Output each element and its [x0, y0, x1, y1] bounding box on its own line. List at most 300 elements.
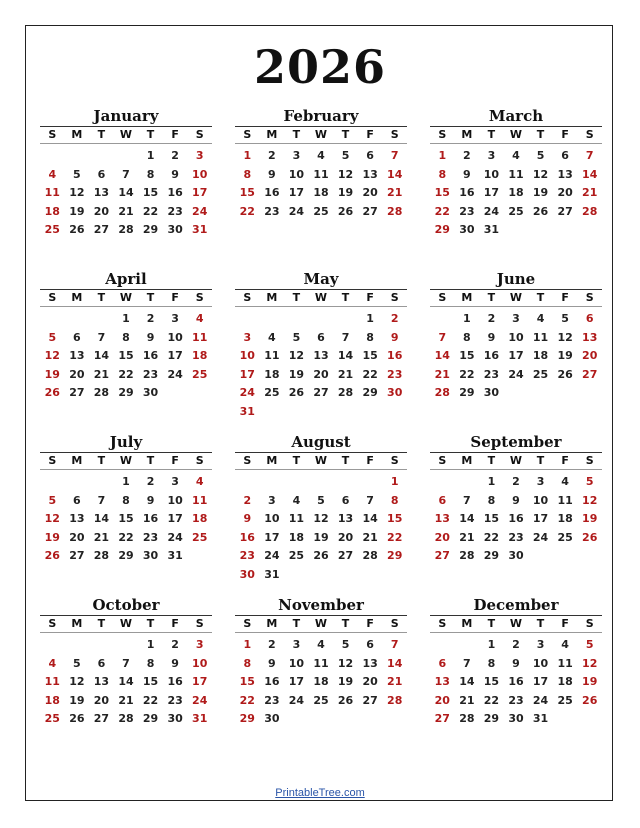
day-grid [40, 147, 212, 240]
weekday-label: W [314, 617, 328, 630]
day-cell: 17 [483, 186, 500, 200]
day-cell: 27 [434, 549, 450, 563]
weekday-label: F [366, 617, 374, 630]
weekday-label: F [561, 617, 569, 630]
day-cell: 26 [337, 204, 354, 218]
weekday-label: M [71, 454, 83, 467]
empty-day-cell [235, 473, 260, 492]
day-cell: 28 [459, 712, 475, 726]
day-cell: 1 [487, 638, 496, 651]
day-cell: 17 [532, 512, 549, 526]
day-cell: 5 [73, 167, 81, 181]
empty-day-cell [284, 310, 309, 329]
day-cell: 16 [508, 675, 524, 689]
day-cell: 15 [142, 675, 159, 689]
day-cell: 18 [313, 675, 329, 689]
day-cell: 11 [557, 493, 573, 507]
weekday-label: S [438, 291, 447, 304]
day-cell: 27 [434, 712, 450, 726]
day-cell: 13 [313, 349, 329, 363]
empty-day-cell [89, 310, 114, 329]
day-cell: 7 [122, 656, 130, 670]
day-cell: 31 [239, 404, 255, 418]
day-cell: 4 [536, 312, 545, 325]
day-cell: 21 [118, 204, 134, 218]
day-cell: 16 [239, 530, 255, 544]
weekday-label: T [341, 617, 350, 630]
day-cell: 18 [192, 512, 208, 526]
day-cell: 2 [268, 638, 276, 651]
empty-day-cell [65, 473, 90, 492]
day-cell: 25 [557, 530, 573, 544]
day-cell: 10 [508, 330, 524, 344]
day-cell: 26 [582, 693, 598, 707]
day-cell: 10 [483, 167, 500, 181]
weekday-label: M [71, 291, 83, 304]
empty-day-cell [309, 310, 334, 329]
weekday-label: S [195, 454, 204, 467]
month-march [430, 106, 602, 240]
day-cell: 13 [582, 330, 598, 344]
day-cell: 5 [561, 312, 569, 325]
day-cell: 25 [192, 530, 208, 544]
day-cell: 25 [44, 712, 60, 726]
day-cell: 3 [268, 493, 276, 507]
day-cell: 19 [532, 186, 549, 200]
day-cell: 18 [557, 512, 573, 526]
day-cell: 8 [366, 330, 374, 344]
day-cell: 10 [239, 349, 255, 363]
day-cell: 14 [93, 512, 110, 526]
day-cell: 12 [44, 512, 60, 526]
day-cell: 15 [142, 186, 159, 200]
weekday-header [40, 452, 212, 470]
day-cell: 13 [69, 512, 85, 526]
day-cell: 20 [362, 675, 378, 689]
weekday-label: M [266, 128, 278, 141]
day-cell: 12 [557, 330, 573, 344]
weekday-label: T [146, 454, 155, 467]
day-grid [40, 636, 212, 729]
day-cell: 21 [459, 530, 475, 544]
day-cell: 11 [288, 512, 305, 526]
day-cell: 6 [73, 493, 81, 507]
day-cell: 14 [93, 349, 110, 363]
day-cell: 26 [582, 530, 598, 544]
day-cell: 27 [93, 223, 110, 237]
weekday-label: T [536, 128, 545, 141]
empty-day-cell [430, 473, 455, 492]
day-cell: 13 [434, 675, 450, 689]
day-cell: 15 [434, 186, 450, 200]
day-cell: 9 [146, 493, 155, 507]
day-cell: 10 [288, 656, 305, 670]
day-cell: 2 [512, 638, 520, 651]
day-cell: 9 [171, 167, 179, 181]
weekday-label: T [292, 128, 301, 141]
day-cell: 15 [459, 349, 475, 363]
weekday-label: W [119, 291, 133, 304]
month-name: April [105, 270, 147, 288]
day-cell: 9 [146, 330, 155, 344]
weekday-label: T [292, 454, 301, 467]
day-cell: 18 [264, 367, 280, 381]
day-cell: 8 [487, 656, 496, 670]
weekday-label: W [509, 128, 523, 141]
day-cell: 21 [362, 530, 378, 544]
weekday-label: M [461, 454, 473, 467]
day-cell: 16 [264, 675, 280, 689]
day-cell: 5 [73, 656, 81, 670]
day-cell: 4 [195, 475, 204, 488]
day-cell: 22 [118, 367, 134, 381]
day-cell: 5 [48, 493, 57, 507]
day-cell: 27 [69, 549, 85, 563]
day-grid [430, 473, 602, 566]
day-cell: 7 [585, 149, 594, 162]
day-cell: 13 [434, 512, 450, 526]
day-cell: 20 [69, 367, 85, 381]
weekday-label: T [97, 291, 106, 304]
day-cell: 12 [288, 349, 305, 363]
day-cell: 10 [532, 656, 549, 670]
empty-day-cell [40, 636, 65, 655]
day-cell: 18 [288, 530, 305, 544]
empty-day-cell [309, 473, 334, 492]
day-cell: 14 [387, 167, 403, 181]
day-cell: 11 [264, 349, 280, 363]
day-cell: 28 [362, 549, 378, 563]
weekday-label: W [509, 291, 523, 304]
day-cell: 18 [44, 204, 60, 218]
day-cell: 7 [122, 167, 130, 181]
day-cell: 12 [313, 512, 329, 526]
weekday-label: S [243, 454, 252, 467]
weekday-label: W [119, 454, 133, 467]
weekday-label: T [341, 291, 350, 304]
weekday-label: T [146, 617, 155, 630]
day-cell: 26 [44, 386, 60, 400]
weekday-header [235, 615, 407, 633]
day-cell: 31 [483, 223, 500, 237]
weekday-label: F [366, 291, 374, 304]
day-cell: 28 [337, 386, 354, 400]
day-cell: 22 [483, 530, 500, 544]
day-cell: 28 [459, 549, 475, 563]
day-cell: 26 [532, 204, 549, 218]
day-cell: 19 [69, 693, 85, 707]
day-cell: 20 [69, 530, 85, 544]
day-cell: 30 [239, 567, 255, 581]
empty-day-cell [114, 636, 139, 655]
weekday-header [40, 126, 212, 144]
day-cell: 27 [93, 712, 110, 726]
printabletree-link[interactable]: PrintableTree.com [275, 787, 365, 799]
weekday-label: T [487, 454, 496, 467]
weekday-label: T [292, 617, 301, 630]
day-cell: 12 [337, 656, 354, 670]
months-grid [40, 106, 602, 746]
day-cell: 14 [387, 656, 403, 670]
day-cell: 4 [317, 149, 325, 162]
day-cell: 18 [532, 349, 549, 363]
day-cell: 17 [288, 186, 305, 200]
day-cell: 2 [243, 493, 252, 507]
day-cell: 1 [438, 149, 447, 162]
weekday-label: T [536, 454, 545, 467]
weekday-label: S [438, 128, 447, 141]
day-cell: 8 [243, 167, 252, 181]
day-cell: 30 [264, 712, 280, 726]
day-cell: 7 [341, 330, 350, 344]
day-cell: 18 [44, 693, 60, 707]
weekday-label: S [438, 617, 447, 630]
day-cell: 7 [366, 493, 374, 507]
weekday-label: S [585, 617, 594, 630]
day-cell: 15 [239, 186, 255, 200]
weekday-label: M [461, 291, 473, 304]
day-cell: 30 [387, 386, 403, 400]
day-cell: 29 [483, 549, 500, 563]
empty-day-cell [65, 636, 90, 655]
day-cell: 26 [288, 386, 305, 400]
day-cell: 30 [508, 549, 524, 563]
day-cell: 3 [292, 149, 301, 162]
day-cell: 7 [463, 656, 471, 670]
day-cell: 21 [459, 693, 475, 707]
day-cell: 8 [146, 656, 155, 670]
weekday-label: T [146, 291, 155, 304]
day-cell: 24 [192, 204, 208, 218]
weekday-label: T [487, 617, 496, 630]
weekday-label: S [585, 128, 594, 141]
day-cell: 23 [508, 530, 524, 544]
day-cell: 9 [268, 167, 276, 181]
day-cell: 5 [536, 149, 545, 162]
day-cell: 9 [390, 330, 399, 344]
day-cell: 2 [512, 475, 520, 488]
month-september [430, 432, 602, 566]
day-cell: 11 [508, 167, 524, 181]
day-cell: 24 [532, 530, 549, 544]
empty-day-cell [430, 310, 455, 329]
day-cell: 27 [337, 549, 354, 563]
day-cell: 30 [508, 712, 524, 726]
month-name: December [473, 596, 559, 614]
day-cell: 20 [362, 186, 378, 200]
day-cell: 11 [557, 656, 573, 670]
weekday-label: S [585, 454, 594, 467]
day-cell: 22 [239, 693, 255, 707]
day-cell: 6 [438, 656, 447, 670]
day-cell: 13 [93, 186, 110, 200]
day-cell: 23 [167, 204, 183, 218]
day-grid [235, 310, 407, 422]
day-cell: 1 [122, 312, 130, 325]
year-title: 2026 [253, 40, 387, 94]
day-cell: 17 [264, 530, 280, 544]
day-cell: 20 [93, 204, 110, 218]
weekday-header [40, 615, 212, 633]
empty-day-cell [40, 147, 65, 166]
day-cell: 2 [171, 638, 179, 651]
weekday-label: T [97, 454, 106, 467]
weekday-label: W [119, 617, 133, 630]
day-cell: 10 [192, 167, 208, 181]
month-february [235, 106, 407, 221]
day-cell: 3 [195, 638, 204, 651]
day-cell: 3 [536, 638, 545, 651]
day-cell: 21 [337, 367, 354, 381]
day-cell: 17 [167, 512, 183, 526]
day-cell: 26 [313, 549, 329, 563]
day-cell: 22 [239, 204, 255, 218]
day-cell: 13 [557, 167, 573, 181]
weekday-label: S [390, 128, 399, 141]
day-cell: 11 [44, 186, 60, 200]
day-cell: 31 [264, 567, 280, 581]
weekday-label: T [146, 128, 155, 141]
weekday-label: S [48, 291, 57, 304]
empty-day-cell [333, 310, 358, 329]
day-cell: 7 [97, 493, 106, 507]
day-cell: 24 [483, 204, 500, 218]
weekday-label: S [195, 617, 204, 630]
empty-day-cell [89, 473, 114, 492]
day-cell: 5 [585, 638, 594, 651]
day-cell: 12 [337, 167, 354, 181]
day-cell: 30 [167, 712, 183, 726]
day-cell: 14 [434, 349, 450, 363]
day-cell: 4 [292, 493, 301, 507]
weekday-label: T [97, 617, 106, 630]
day-cell: 6 [438, 493, 447, 507]
day-cell: 1 [463, 312, 471, 325]
day-cell: 13 [93, 675, 110, 689]
day-cell: 3 [171, 312, 179, 325]
weekday-label: T [536, 291, 545, 304]
day-cell: 8 [146, 167, 155, 181]
day-cell: 24 [167, 530, 183, 544]
day-cell: 9 [268, 656, 276, 670]
empty-day-cell [455, 636, 480, 655]
day-cell: 2 [463, 149, 471, 162]
day-cell: 27 [362, 693, 378, 707]
day-cell: 14 [362, 512, 378, 526]
day-cell: 5 [585, 475, 594, 488]
day-cell: 27 [582, 367, 598, 381]
day-cell: 2 [146, 475, 155, 488]
day-cell: 3 [512, 312, 520, 325]
weekday-label: S [585, 291, 594, 304]
day-cell: 25 [44, 223, 60, 237]
weekday-label: W [314, 128, 328, 141]
day-cell: 12 [582, 493, 598, 507]
day-cell: 3 [292, 638, 301, 651]
day-cell: 16 [508, 512, 524, 526]
empty-day-cell [430, 636, 455, 655]
day-cell: 18 [557, 675, 573, 689]
day-cell: 16 [459, 186, 475, 200]
weekday-label: M [71, 128, 83, 141]
day-grid [40, 310, 212, 403]
day-cell: 30 [142, 549, 159, 563]
month-october [40, 595, 212, 729]
day-cell: 6 [73, 330, 81, 344]
day-cell: 19 [582, 512, 598, 526]
day-grid [430, 310, 602, 403]
day-cell: 21 [434, 367, 450, 381]
weekday-label: T [97, 128, 106, 141]
day-cell: 29 [387, 549, 403, 563]
day-cell: 1 [243, 638, 252, 651]
day-cell: 2 [487, 312, 496, 325]
day-cell: 6 [341, 493, 350, 507]
day-cell: 21 [118, 693, 134, 707]
day-cell: 2 [171, 149, 179, 162]
weekday-label: S [390, 454, 399, 467]
empty-day-cell [89, 636, 114, 655]
day-cell: 4 [195, 312, 204, 325]
weekday-label: S [243, 291, 252, 304]
day-cell: 27 [69, 386, 85, 400]
day-cell: 29 [142, 712, 159, 726]
day-cell: 29 [362, 386, 378, 400]
weekday-label: F [171, 291, 179, 304]
day-cell: 1 [487, 475, 496, 488]
day-cell: 6 [366, 638, 374, 651]
day-cell: 25 [313, 204, 329, 218]
day-cell: 4 [48, 167, 57, 181]
empty-day-cell [40, 473, 65, 492]
weekday-header [235, 289, 407, 307]
weekday-label: T [341, 454, 350, 467]
day-cell: 18 [508, 186, 524, 200]
day-cell: 19 [288, 367, 305, 381]
day-cell: 24 [167, 367, 183, 381]
day-cell: 4 [317, 638, 325, 651]
empty-day-cell [260, 473, 285, 492]
day-cell: 6 [561, 149, 569, 162]
weekday-label: F [171, 617, 179, 630]
day-cell: 6 [97, 656, 106, 670]
day-cell: 8 [390, 493, 399, 507]
day-grid [235, 636, 407, 729]
weekday-label: F [561, 454, 569, 467]
day-cell: 14 [459, 675, 475, 689]
day-cell: 29 [434, 223, 450, 237]
day-cell: 6 [585, 312, 594, 325]
day-cell: 10 [167, 493, 183, 507]
weekday-label: W [509, 454, 523, 467]
empty-day-cell [65, 147, 90, 166]
day-cell: 27 [313, 386, 329, 400]
weekday-label: S [390, 291, 399, 304]
day-cell: 17 [192, 186, 208, 200]
day-cell: 7 [390, 149, 399, 162]
day-cell: 11 [192, 493, 208, 507]
day-cell: 15 [362, 349, 378, 363]
day-cell: 30 [459, 223, 475, 237]
day-cell: 8 [122, 330, 130, 344]
day-cell: 16 [264, 186, 280, 200]
weekday-header [430, 615, 602, 633]
day-cell: 26 [557, 367, 573, 381]
day-cell: 28 [387, 204, 403, 218]
day-cell: 18 [313, 186, 329, 200]
day-cell: 15 [118, 512, 134, 526]
month-august [235, 432, 407, 585]
